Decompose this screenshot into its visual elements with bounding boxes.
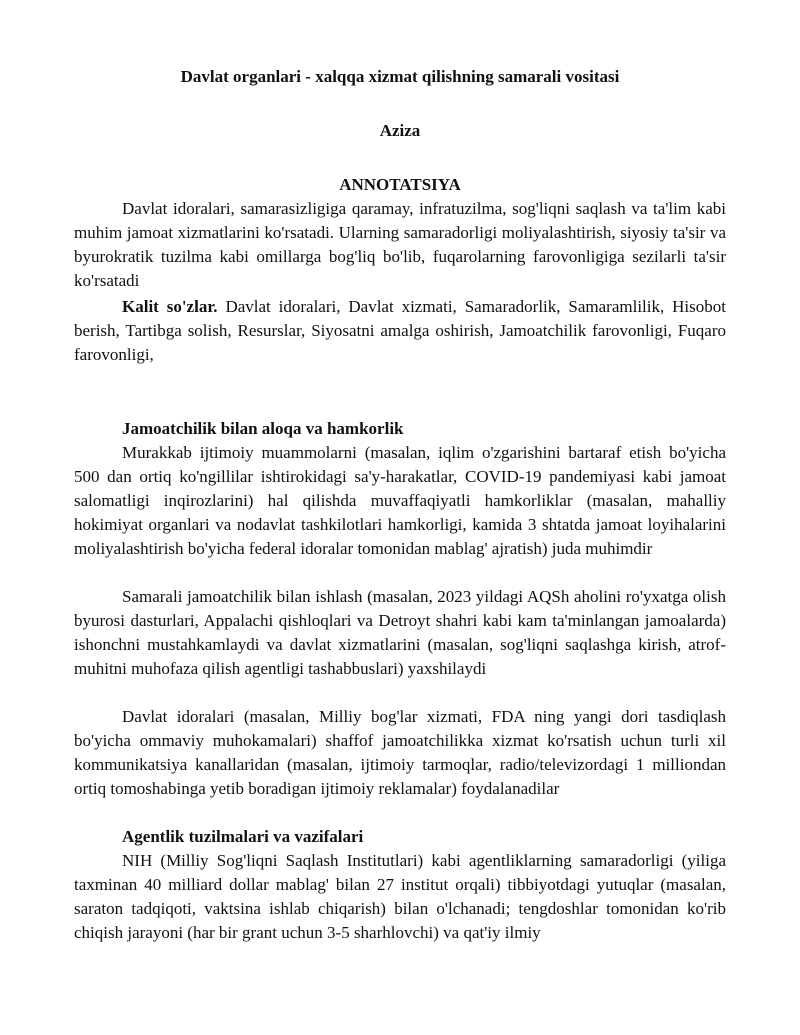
section1-paragraph-3: Davlat idoralari (masalan, Milliy bog'lar xizmati, FDA ning yangi dori tasdiqlash bo'yicha ommaviy muhokamalari) shaffof jamoatchilikka xizmat ko'rsatish uchun turli xil kommunikatsiya kanallaridan (masalan, ijtimoiy tarmoqlar, radio/televizordagi 1 milliondan ortiq tomoshabinga yetib boradigan ijtimoiy reklamalar) foydalanadilar [74, 707, 726, 798]
section-heading-agency-structures: Agentlik tuzilmalari va vazifalari [122, 827, 364, 846]
section1-paragraph-2: Samarali jamoatchilik bilan ishlash (masalan, 2023 yildagi AQSh aholini ro'yxatga olish byurosi dasturlari, Appalachi qishloqlari va Detroyt shahri kabi kam ta'minlangan jamoalarda) ishonchni mustahkamlaydi va davlat xizmatlarini (masalan, sog'liqni saqlashga kirish, atrof-muhitni muhofaza qilish agentligi tashabbuslari) yaxshilaydi [74, 587, 726, 678]
keywords-paragraph [74, 295, 726, 367]
section1-paragraph-1: Murakkab ijtimoiy muammolarni (masalan, iqlim o'zgarishini bartaraf etish bo'yicha 500 dan ortiq ko'ngillilar ishtirokidagi sa'y-harakatlar, COVID-19 pandemiyasi kabi jamoat salomatligi inqirozlarini) hal qilishda muvaffaqiyatli hamkorliklar (masalan, mahalliy hokimiyat organlari va nodavlat tashkilotlari hamkorligi, kamida 3 shtatda jamoat loyihalarini moliyalashtirish bo'yicha federal idoralar tomonidan mablag' ajratish) juda muhimdir [74, 443, 726, 558]
document-title: Davlat organlari - xalqqa xizmat qilishning samarali vositasi [180, 67, 620, 86]
keywords-label: Kalit so'zlar. [122, 297, 218, 316]
document-author: Aziza [379, 121, 421, 140]
keywords-text: Davlat idoralari, Davlat xizmati, Samaradorlik, Samaramlilik, Hisobot berish, Tartibga solish, Resurslar, Siyosatni amalga oshirish, Jamoatchilik farovonligi, Fuqaro farovonligi, [74, 297, 726, 364]
section-heading-public-relations: Jamoatchilik bilan aloqa va hamkorlik [122, 419, 404, 438]
annotation-paragraph: Davlat idoralari, samarasizligiga qaramay, infratuzilma, sog'liqni saqlash va ta'lim kabi muhim jamoat xizmatlarini ko'rsatadi. Ularning samaradorligi moliyalashtirish, siyosiy ta'sir va byurokratik tuzilma kabi omillarga bog'liq bo'lib, fuqarolarning farovonligiga sezilarli ta'sir ko'rsatadi [74, 199, 726, 290]
section2-paragraph-1: NIH (Milliy Sog'liqni Saqlash Institutlari) kabi agentliklarning samaradorligi (yiliga taxminan 40 milliard dollar mablag' bilan 27 institut orqali) tibbiyotdagi yutuqlar (masalan, saraton tadqiqoti, vaktsina ishlab chiqarish) bilan o'lchanadi; tengdoshlar tomonidan ko'rib chiqish jarayoni (har bir grant uchun 3-5 sharhlovchi) va qat'iy ilmiy [74, 851, 726, 942]
annotation-heading: ANNOTATSIYA [339, 175, 461, 194]
